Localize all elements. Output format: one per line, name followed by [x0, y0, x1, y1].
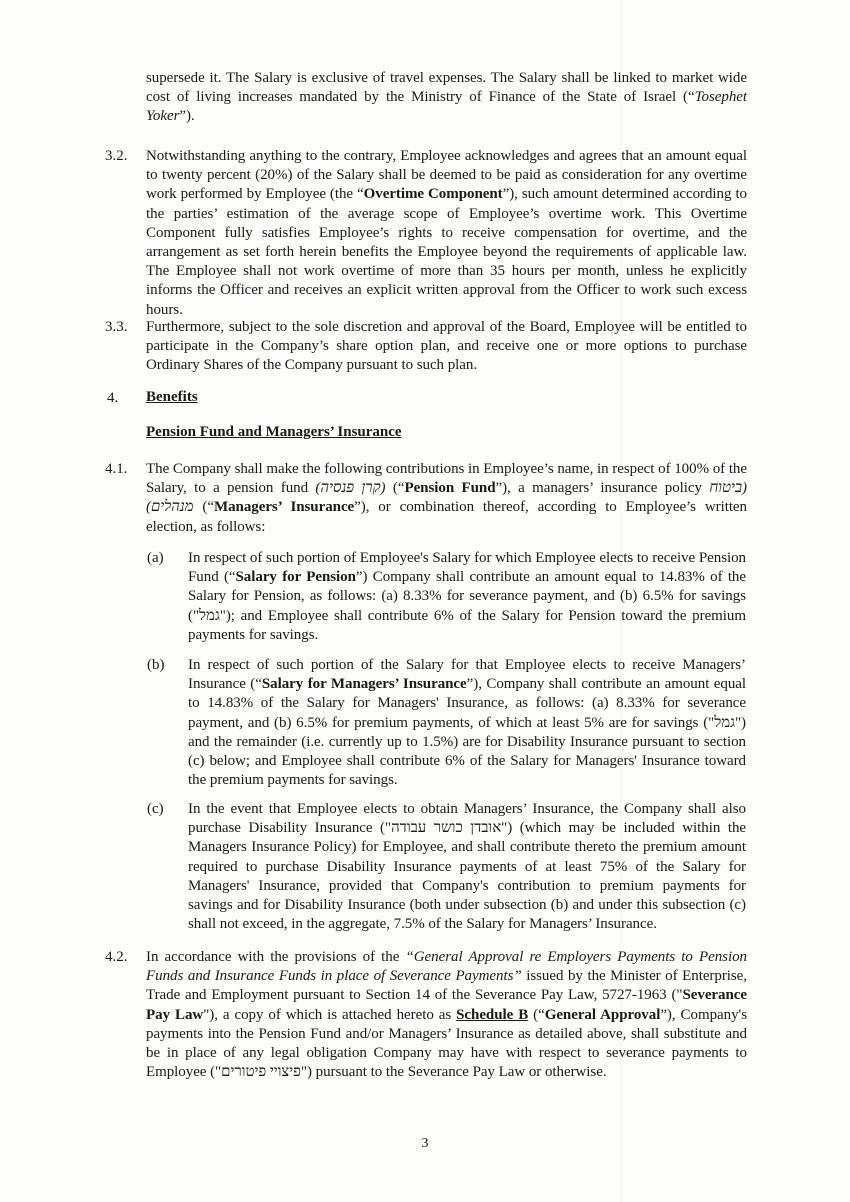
subheading-pension-fund: Pension Fund and Managers’ Insurance	[146, 424, 402, 440]
subsection-marker-b: (b)	[147, 657, 165, 673]
subsection-b-managers-insurance: In respect of such portion of the Salary for that Employee elects to receive Managers’ Insurance (“Salary for Managers’ Insurance”), Company shall contribute an amount equal to 14.83% of the Salary for Managers' Insurance, as follows: (a) 8.33% for severance payment, and (b) 6.5% for premium payments, of which at least 5% are for savings ("גמל") and the remainder (i.e. currently up to 1.5%) are for Disability Insurance pursuant to section (c) below; and Employee shall contribute 6% of the Salary for Managers' Insurance toward the premium payments for savings.	[188, 657, 747, 789]
section-number-3-3: 3.3.	[105, 319, 128, 335]
paragraph-salary-continued: supersede it. The Salary is exclusive of travel expenses. The Salary shall be linked to market wide cost of living increases mandated by the Ministry of Finance of the State of Israel (“Tosephet Yoker”).	[146, 70, 747, 125]
section-number-4: 4.	[107, 390, 119, 406]
subsection-marker-c: (c)	[147, 801, 164, 817]
section-number-4-2: 4.2.	[105, 949, 128, 965]
section-3-3-share-options: Furthermore, subject to the sole discretion and approval of the Board, Employee will be entitled to participate in the Company’s share option plan, and receive one or more options to purchase Ordinary Shares of the Company pursuant to such plan.	[146, 319, 747, 374]
subsection-a-pension: In respect of such portion of Employee's Salary for which Employee elects to receive Pension Fund (“Salary for Pension”) Company shall contribute an amount equal to 14.83% of the Salary for Pension, as follows: (a) 8.33% for severance payment, and (b) 6.5% for savings ("גמל"); and Employee shall contribute 6% of the Salary for Pension toward the premium payments for savings.	[188, 550, 746, 643]
section-3-2-overtime: Notwithstanding anything to the contrary, Employee acknowledges and agrees that an amount equal to twenty percent (20%) of the Salary shall be deemed to be paid as consideration for any overtime work performed by Employee (the “Overtime Component”), such amount determined according to the parties’ estimation of the average scope of Employee’s overtime work. This Overtime Component fully satisfies Employee’s rights to receive compensation for overtime, and the arrangement as set forth herein benefits the Employee beyond the requirements of applicable law. The Employee shall not work overtime of more than 35 hours per month, unless he explicitly informs the Officer and receives an explicit written approval from the Officer to work such excess hours.	[146, 148, 748, 318]
section-4-heading-benefits: Benefits	[146, 389, 198, 405]
section-number-3-2: 3.2.	[105, 148, 128, 164]
schedule-b-reference: Schedule B	[456, 1006, 529, 1023]
page-number: 3	[421, 1136, 429, 1151]
section-4-1-contributions: The Company shall make the following contributions in Employee’s name, in respect of 100% of the Salary, to a pension fund (קרן פנסיה) (“Pension Fund”), a managers’ insurance policy (ביטוח מנהלים) (“Managers’ Insurance”), or combination thereof, according to Employee’s written election, as follows:	[146, 461, 747, 535]
subsection-marker-a: (a)	[147, 550, 164, 566]
section-number-4-1: 4.1.	[105, 461, 128, 477]
section-4-2-severance: In accordance with the provisions of the “General Approval re Employers Payments to Pension Funds and Insurance Funds in place of Severance Payments” issued by the Minister of Enterprise, Trade and Employment pursuant to Section 14 of the Severance Pay Law, 5727-1963 ("Severance Pay Law"), a copy of which is attached hereto as Schedule B (“General Approval”), Company's payments into the Pension Fund and/or Managers’ Insurance as detailed above, shall substitute and be in place of any legal obligation Company may have with respect to severance payments to Employee ("פיצויי פיטורים") pursuant to the Severance Pay Law or otherwise.	[146, 949, 747, 1081]
subsection-c-disability-insurance: In the event that Employee elects to obtain Managers’ Insurance, the Company shall also purchase Disability Insurance ("אובדן כושר עבודה") (which may be included within the Managers Insurance Policy) for Employee, and shall contribute thereto the premium amount required to purchase Disability Insurance payments of at least 75% of the Salary for Managers' Insurance, provided that Company's contribution to premium payments for savings and for Disability Insurance (both under subsection (b) and under this subsection (c) shall not exceed, in the aggregate, 7.5% of the Salary for Managers’ Insurance.	[188, 801, 747, 933]
